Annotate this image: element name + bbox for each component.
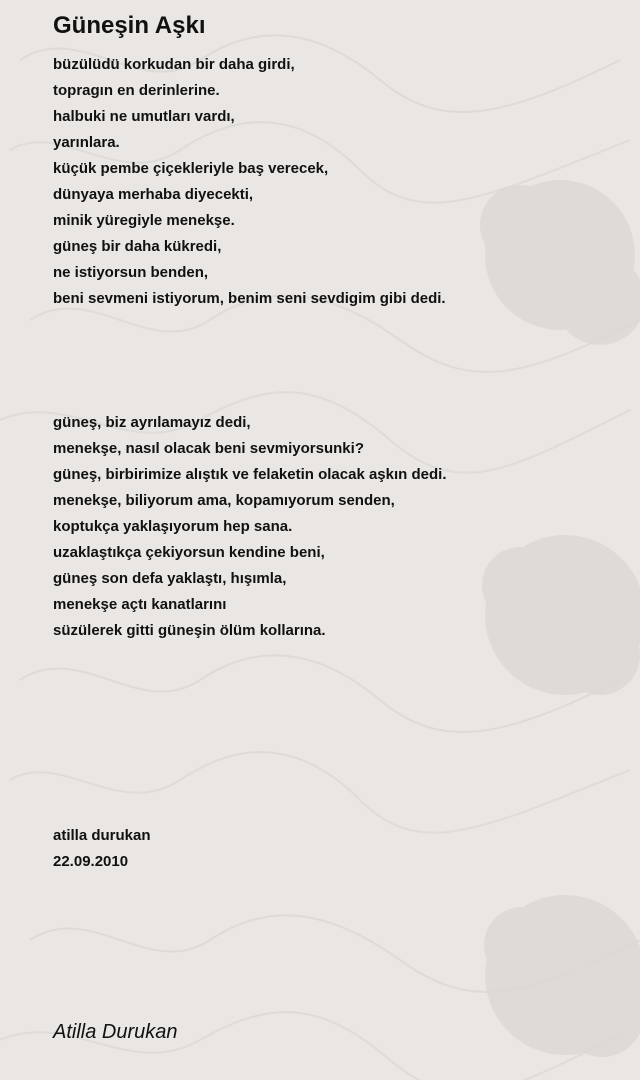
- poem-line: süzülerek gitti güneşin ölüm kollarına.: [53, 622, 326, 639]
- poem-line: koptukça yaklaşıyorum hep sana.: [53, 518, 293, 535]
- poem-line: beni sevmeni istiyorum, benim seni sevdigim gibi dedi.: [53, 290, 446, 307]
- poem-stanza: [53, 410, 447, 644]
- poem-stanza: [53, 52, 446, 312]
- signature-name: atilla durukan: [53, 827, 151, 844]
- poem-line: güneş son defa yaklaştı, hışımla,: [53, 570, 287, 587]
- poem-title: Güneşin Aşkı: [53, 12, 206, 39]
- poem-line: topragın en derinlerine.: [53, 82, 220, 99]
- poem-line: büzülüdü korkudan bir daha girdi,: [53, 56, 295, 73]
- poem-line: yarınlara.: [53, 134, 120, 151]
- poem-line: güneş, birbirimize alıştık ve felaketin olacak aşkın dedi.: [53, 466, 447, 483]
- poem-line: güneş, biz ayrılamayız dedi,: [53, 414, 251, 431]
- poem-line: halbuki ne umutları vardı,: [53, 108, 235, 125]
- poem-line: ne istiyorsun benden,: [53, 264, 209, 281]
- poem-line: güneş bir daha kükredi,: [53, 238, 222, 255]
- poem-line: dünyaya merhaba diyecekti,: [53, 186, 254, 203]
- poem-line: minik yüregiyle menekşe.: [53, 212, 235, 229]
- footer-author-name: Atilla Durukan: [53, 1021, 178, 1043]
- poem-line: menekşe açtı kanatlarını: [53, 596, 227, 613]
- poem-line: menekşe, nasıl olacak beni sevmiyorsunki?: [53, 440, 364, 457]
- poem-line: uzaklaştıkça çekiyorsun kendine beni,: [53, 544, 325, 561]
- poem-line: menekşe, biliyorum ama, kopamıyorum senden,: [53, 492, 395, 509]
- signature-date: 22.09.2010: [53, 853, 129, 870]
- poem-signature: [53, 823, 151, 875]
- poem-line: küçük pembe çiçekleriyle baş verecek,: [53, 160, 329, 177]
